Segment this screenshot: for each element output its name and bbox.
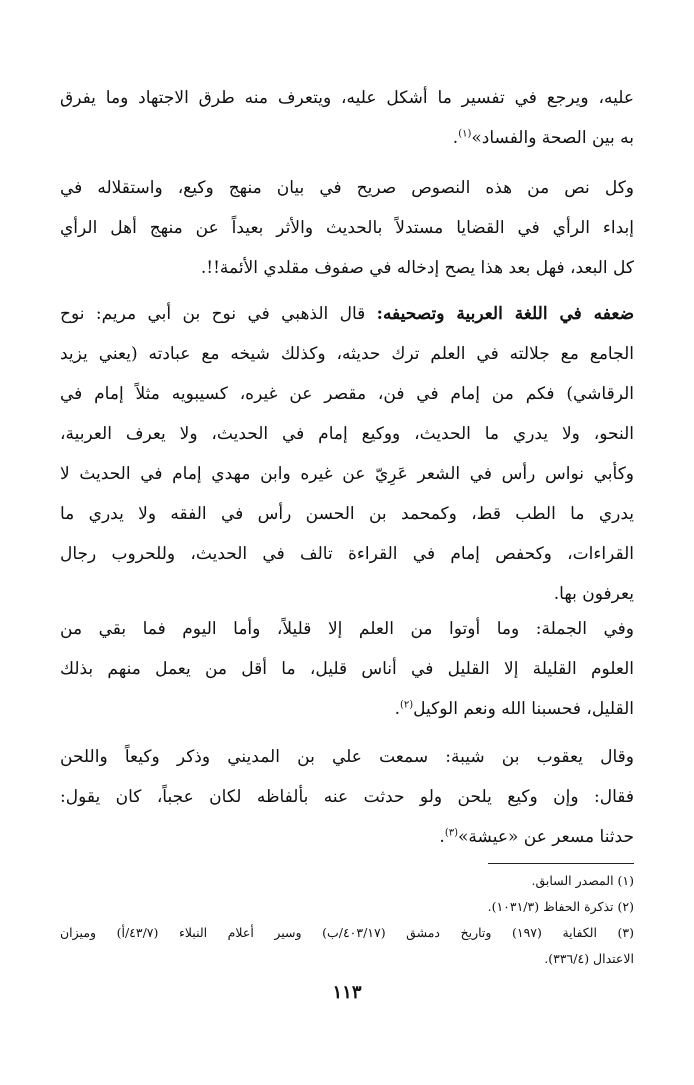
- text-line: الجامع مع جلالته في العلم ترك حديثه، وكذلك شيخه مع عبادته (يعني يزيد: [60, 344, 634, 364]
- section-heading: ضعفه في اللغة العربية وتصحيفه:: [376, 304, 635, 324]
- text-line: وكل نص من هذه النصوص صريح في بيان منهج وكيع، واستقلاله في: [60, 178, 634, 198]
- text-run: القليل، فحسبنا الله ونعم الوكيل: [413, 699, 634, 719]
- footnote-divider: [488, 863, 634, 864]
- text-run: .: [394, 699, 400, 719]
- footnote: (٢) تذكرة الحفاظ (١٠٣١/٣).: [487, 899, 634, 914]
- text-line: [60, 689, 634, 729]
- footnote: (٣) الكفاية (١٩٧) وتاريخ دمشق (٤٠٣/١٧/ب) وسير أعلام النبلاء (٤٣/٧/أ) وميزان: [60, 925, 634, 940]
- paragraph-4: [60, 609, 634, 729]
- text-run: حدثنا مسعر عن «عيشة»: [458, 827, 634, 847]
- text-line: [60, 118, 634, 158]
- footnote-ref: (١): [458, 128, 472, 140]
- paragraph-3: [60, 294, 634, 614]
- text-line: القراءات، وكحفص إمام في القراءة تالف في الحديث، وللحروب رجال: [60, 544, 634, 564]
- paragraph-1: [60, 78, 634, 158]
- text-line: النحو، ولا يدري ما الحديث، ووكيع إمام في الحديث، ولا يعرف العربية،: [60, 424, 634, 444]
- text-line: [60, 294, 634, 334]
- text-line: [60, 817, 634, 857]
- text-run: به بين الصحة والفساد»: [471, 128, 634, 148]
- paragraph-5: [60, 737, 634, 857]
- text-line: وكأبي نواس رأس في الشعر عَرِيّ عن غيره وابن مهدي إمام في الحديث لا: [60, 464, 634, 484]
- text-line: فقال: وإن وكيع يلحن ولو حدثت عنه بألفاظه لكان عجباً، كان يقول:: [60, 787, 634, 807]
- text-line: وفي الجملة: وما أوتوا من العلم إلا قليلاً، وأما اليوم فما بقي من: [60, 619, 634, 639]
- paragraph-2: [60, 168, 634, 288]
- text-run: قال الذهبي في نوح بن أبي مريم: نوح: [60, 304, 366, 324]
- text-line: يدري ما الطب قط، وكمحمد بن الحسن رأس في الفقه ولا يدري ما: [60, 504, 634, 524]
- footnote: الاعتدال (٣٣٦/٤).: [544, 951, 634, 966]
- footnote-ref: (٢): [399, 699, 414, 711]
- text-line: وقال يعقوب بن شيبة: سمعت علي بن المديني وذكر وكيعاً واللحن: [60, 747, 634, 767]
- footnote: (١) المصدر السابق.: [531, 873, 634, 888]
- text-line: الرقاشي) فكم من إمام في فن، مقصر عن غيره، كسيبويه مثلاً إمام في: [60, 384, 634, 404]
- text-line: إبداء الرأي في القضايا مستدلاً بالحديث والأثر بعيداً عن منهج أهل الرأي: [60, 218, 634, 238]
- text-run: .: [439, 827, 445, 847]
- footnote-ref: (٣): [444, 827, 459, 839]
- text-line: يعرفون بها.: [553, 584, 634, 604]
- page-number: ١١٣: [332, 982, 362, 1003]
- text-line: العلوم القليلة إلا القليل في أناس قليل، ما أقل من يعمل منهم بذلك: [60, 659, 634, 679]
- footnotes: [60, 868, 634, 972]
- text-line: عليه، ويرجع في تفسير ما أشكل عليه، ويتعرف منه طرق الاجتهاد وما يفرق: [60, 88, 634, 108]
- text-run: .: [452, 128, 459, 148]
- text-line: كل البعد، فهل بعد هذا يصح إدخاله في صفوف مقلدي الأئمة!!.: [200, 258, 634, 278]
